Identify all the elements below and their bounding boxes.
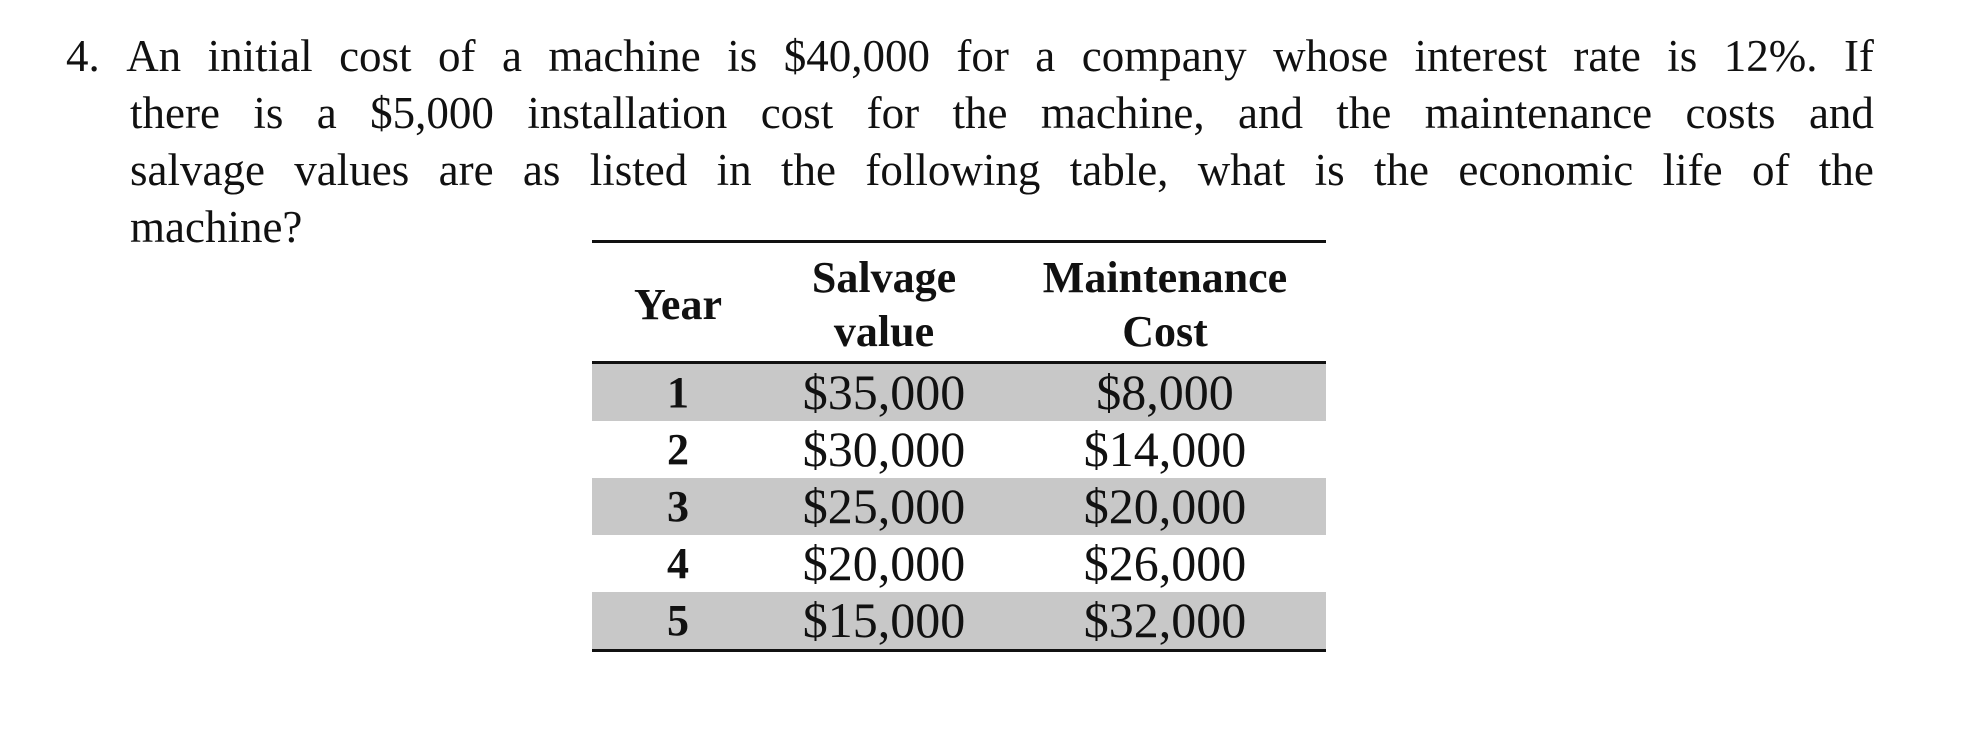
- question-word: the: [781, 145, 836, 195]
- question-word: interest: [1414, 31, 1547, 81]
- question-word: and: [1237, 88, 1303, 138]
- table-row: [592, 363, 1326, 422]
- question-word: following: [865, 145, 1041, 195]
- question-word: is: [727, 31, 758, 81]
- cell-maintenance: $8,000: [1004, 363, 1326, 422]
- question-word: An: [126, 31, 182, 81]
- question-word: If: [1843, 31, 1874, 81]
- header-salvage-value: [764, 243, 1004, 363]
- cell-salvage: $25,000: [764, 478, 1004, 535]
- question-word: of: [1751, 145, 1790, 195]
- question-word: is: [253, 88, 284, 138]
- cell-salvage: $15,000: [764, 592, 1004, 651]
- question-word: table,: [1069, 145, 1169, 195]
- question-word: is: [1314, 145, 1345, 195]
- question-line-2: [66, 85, 1874, 142]
- cell-salvage: $30,000: [802, 421, 966, 477]
- question-word: maintenance: [1424, 88, 1653, 138]
- question-word: what: [1197, 145, 1286, 195]
- header-maintenance-cost: [1004, 243, 1326, 363]
- cell-maintenance: $26,000: [1083, 535, 1247, 591]
- question-line-3: [66, 142, 1874, 199]
- question-word: the: [1374, 145, 1429, 195]
- question-word: $5,000: [370, 88, 494, 138]
- question-word: values: [294, 145, 410, 195]
- data-table: [592, 240, 1326, 652]
- question-word: the: [1818, 145, 1874, 195]
- question-word: machine?: [130, 202, 303, 252]
- question-word: economic: [1458, 145, 1634, 195]
- header-salvage-line2: value: [833, 307, 935, 356]
- question-word: company: [1081, 31, 1247, 81]
- question-number: 4.: [66, 31, 100, 81]
- cell-maintenance: $20,000: [1004, 478, 1326, 535]
- question-word: for: [956, 31, 1009, 81]
- question-word: the: [952, 88, 1008, 138]
- question-word: machine: [548, 31, 701, 81]
- question-word: cost: [339, 31, 412, 81]
- question-word: and: [1808, 88, 1874, 138]
- question-word: salvage: [130, 145, 265, 195]
- question-word: whose: [1273, 31, 1389, 81]
- header-maintenance-line2: Cost: [1122, 307, 1208, 356]
- cell-salvage: $20,000: [802, 535, 966, 591]
- question-word: life: [1662, 145, 1723, 195]
- cell-maintenance: $14,000: [1083, 421, 1247, 477]
- table-row: [592, 592, 1326, 651]
- question-word: for: [866, 88, 920, 138]
- table-row: [592, 421, 1326, 478]
- question-word: are: [438, 145, 494, 195]
- question-word: a: [1035, 31, 1056, 81]
- question-word: $40,000: [783, 31, 930, 81]
- header-salvage-line1: Salvage: [811, 253, 957, 302]
- table-row: [592, 535, 1326, 592]
- question-word: listed: [589, 145, 688, 195]
- question-word: installation: [527, 88, 728, 138]
- header-year: Year: [592, 243, 764, 363]
- question-word: of: [438, 31, 476, 81]
- cell-year: 1: [592, 363, 764, 422]
- cell-year: 5: [592, 592, 764, 651]
- question-line-1: [66, 28, 1874, 85]
- cell-year: 3: [592, 478, 764, 535]
- question-word: costs: [1685, 88, 1776, 138]
- cell-year: 2: [667, 425, 689, 474]
- cell-year: 4: [667, 539, 689, 588]
- question-word: the: [1336, 88, 1392, 138]
- question-word: cost: [760, 88, 834, 138]
- cell-maintenance: $32,000: [1004, 592, 1326, 651]
- header-maintenance-line1: Maintenance: [1042, 253, 1288, 302]
- question-word: in: [716, 145, 752, 195]
- cell-salvage: $35,000: [764, 363, 1004, 422]
- question-word: a: [501, 31, 522, 81]
- question-word: rate: [1573, 31, 1641, 81]
- question-word: is: [1667, 31, 1698, 81]
- question-word: there: [130, 88, 220, 138]
- question-word: 12%.: [1723, 31, 1818, 81]
- question-text: [66, 28, 1874, 256]
- question-word: as: [522, 145, 561, 195]
- question-word: initial: [207, 31, 313, 81]
- question-word: machine,: [1040, 88, 1205, 138]
- question-word: a: [316, 88, 337, 138]
- table-row: [592, 478, 1326, 535]
